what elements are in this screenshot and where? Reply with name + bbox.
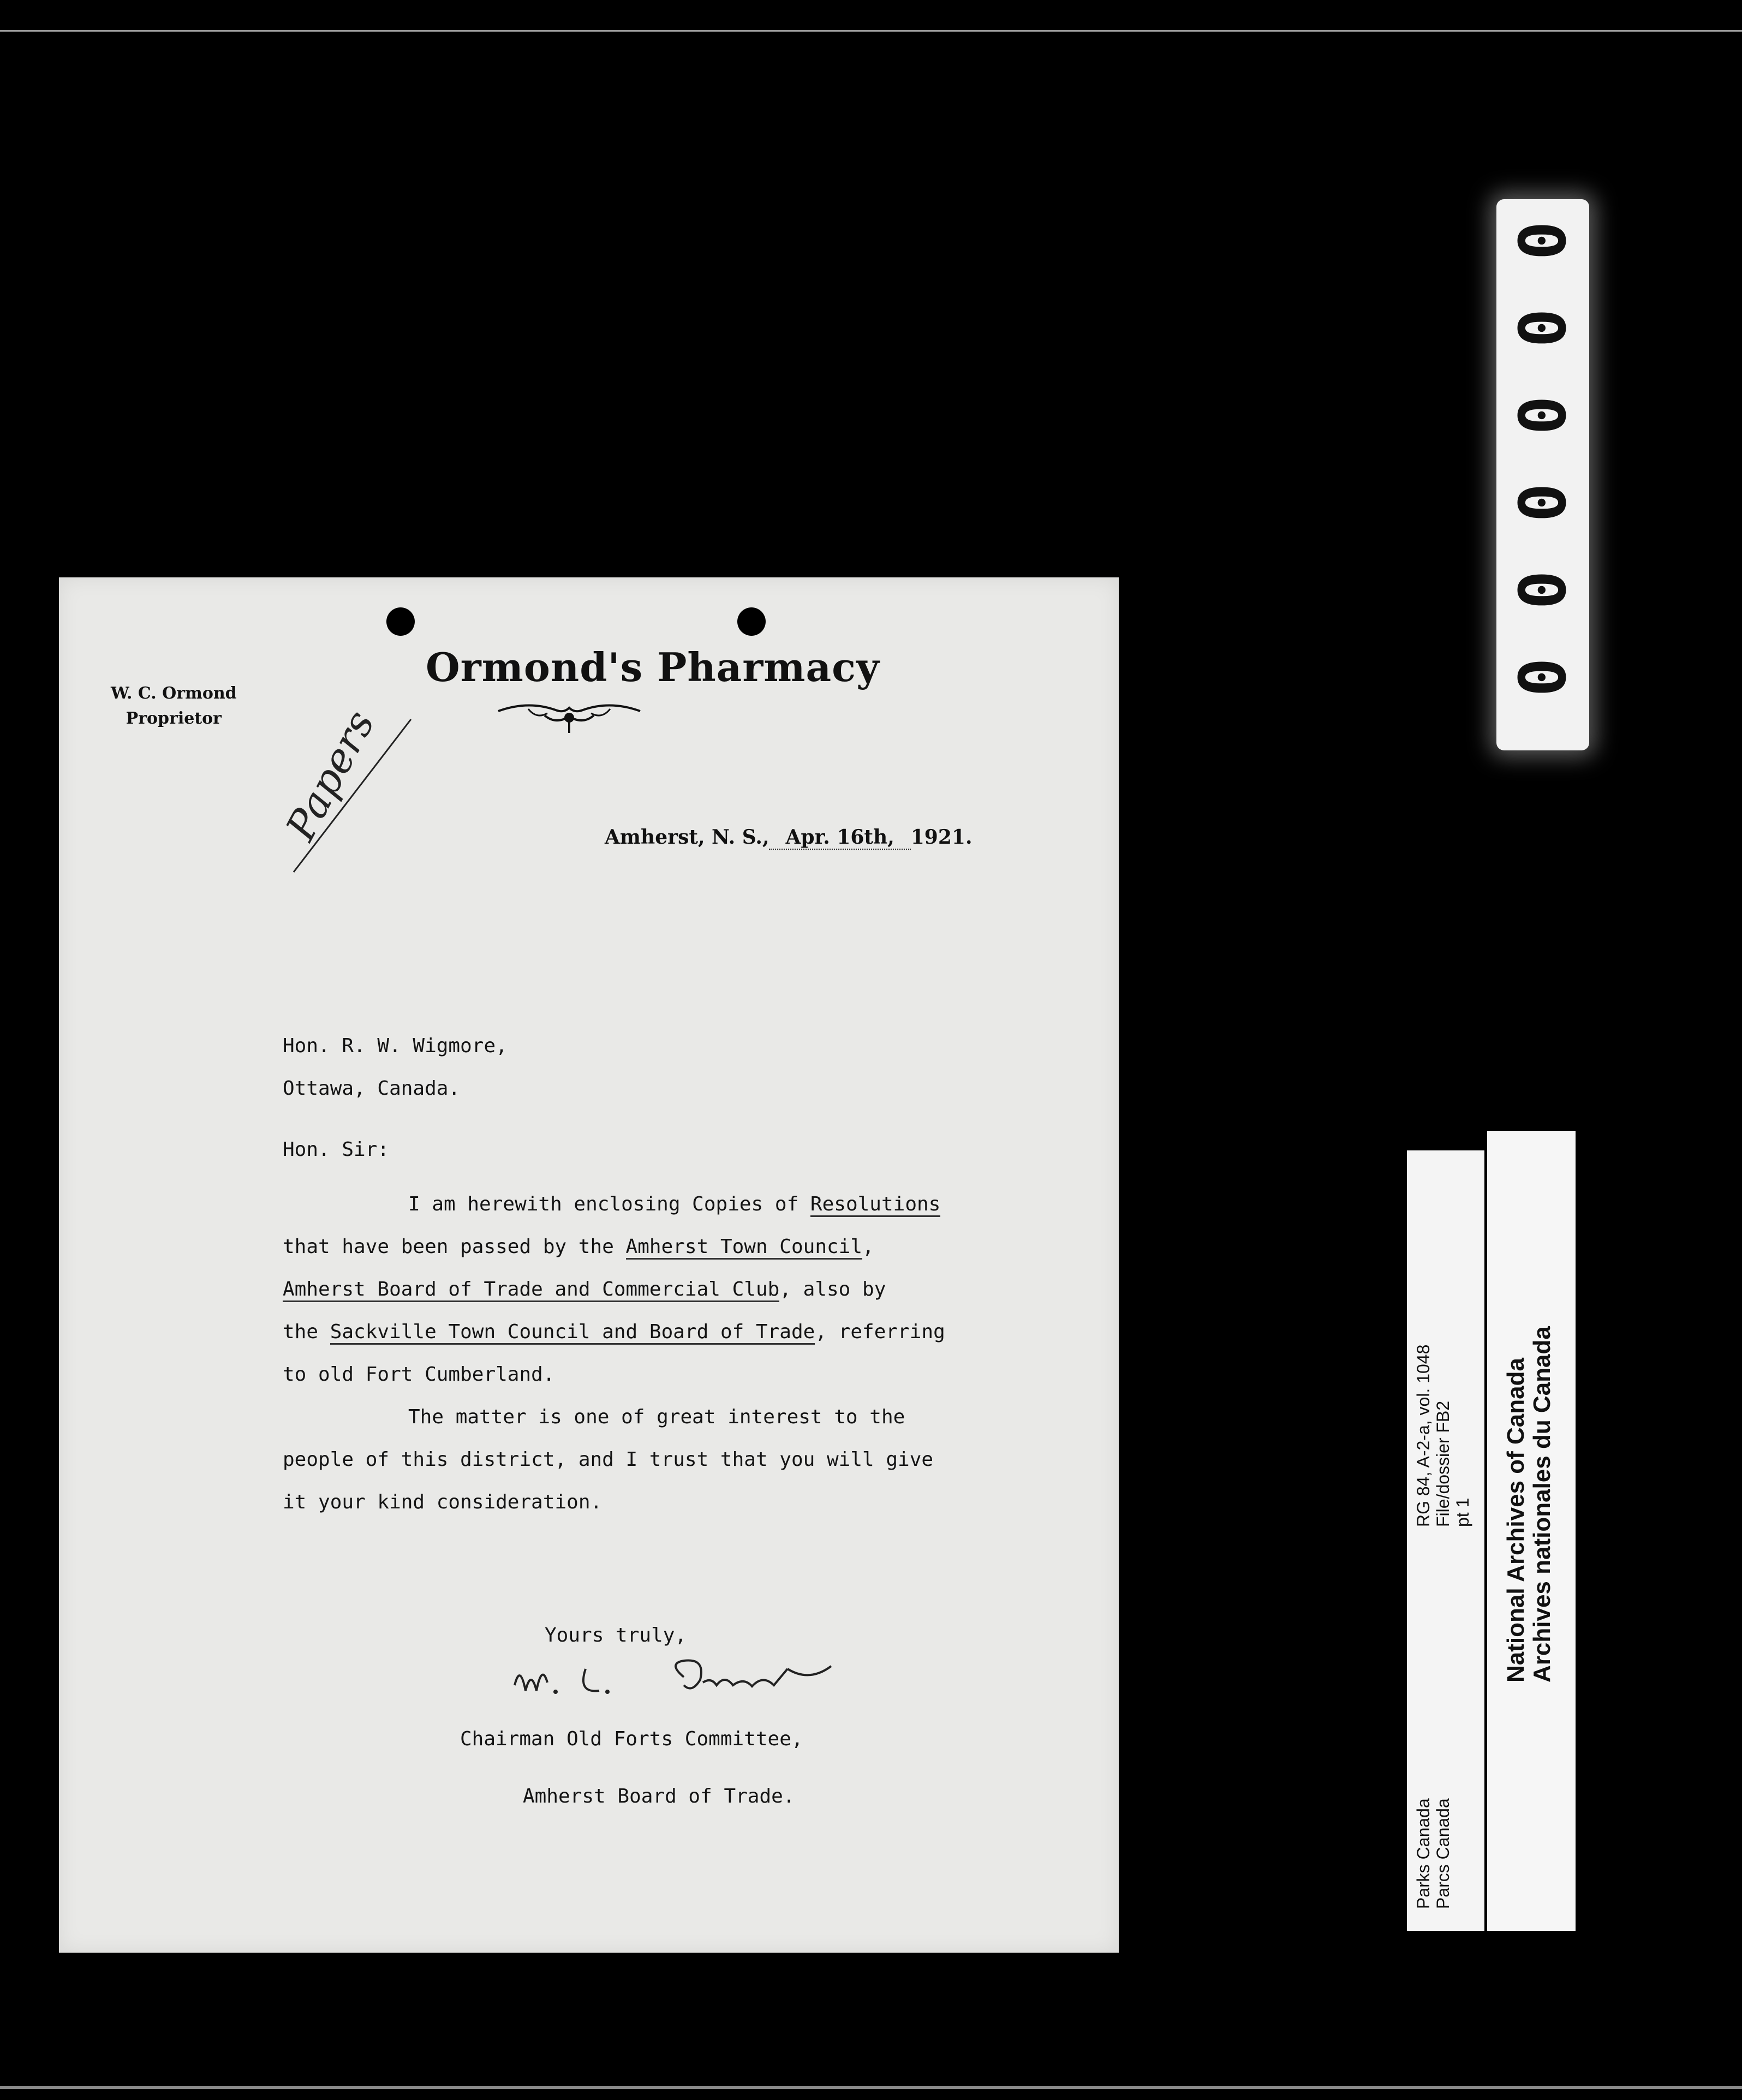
dateline-year: 1921. — [910, 826, 973, 849]
film-edge-top — [0, 30, 1742, 32]
dateline-place: Amherst, N. S., — [605, 826, 769, 849]
closing: Yours truly, — [545, 1624, 687, 1646]
paragraph-1-line-2 — [283, 1226, 874, 1268]
text-run: that have been passed by the — [283, 1236, 626, 1258]
paragraph-2-line-1: The matter is one of great interest to the — [408, 1406, 905, 1428]
paragraph-2-line-2: people of this district, and I trust that you will give — [283, 1448, 934, 1471]
punch-hole-left — [386, 607, 415, 636]
signer-title: Chairman Old Forts Committee, — [460, 1728, 803, 1750]
underlined-text: Sackville Town Council and Board of Trade — [330, 1321, 815, 1345]
proprietor-block — [111, 681, 237, 731]
counter-digit: 0 — [1505, 396, 1580, 435]
counter-digit: 0 — [1505, 221, 1580, 260]
text-run: , also by — [779, 1278, 886, 1300]
underlined-text: Resolutions — [810, 1193, 940, 1217]
reference-line-1: RG 84, A-2-a, vol. 1048 — [1413, 1344, 1433, 1527]
paragraph-2-line-3: it your kind consideration. — [283, 1491, 602, 1513]
text-run: , referring — [815, 1321, 945, 1343]
agency-english: Parks Canada — [1413, 1798, 1433, 1909]
proprietor-title: Proprietor — [126, 709, 222, 728]
reference-line-3: pt 1 — [1453, 1498, 1472, 1527]
underlined-text: Amherst Town Council — [626, 1236, 862, 1260]
letterhead-ornament-icon — [496, 695, 643, 738]
recipient-city: Ottawa, Canada. — [283, 1077, 461, 1100]
paragraph-1-line-4 — [283, 1311, 945, 1353]
handwritten-signature — [504, 1652, 886, 1713]
counter-digit: 0 — [1505, 308, 1580, 348]
archival-reference-label — [1407, 1150, 1484, 1931]
paragraph-1-line-5: to old Fort Cumberland. — [283, 1363, 555, 1386]
underlined-text: Amherst Board of Trade and Commercial Club — [283, 1278, 779, 1302]
frame-counter — [1496, 199, 1589, 750]
archives-french: Archives nationales du Canada — [1529, 1326, 1555, 1683]
signer-organization: Amherst Board of Trade. — [523, 1785, 795, 1807]
paragraph-1-line-1 — [408, 1183, 940, 1226]
handwritten-note: Papers — [277, 703, 384, 848]
agency-french: Parcs Canada — [1433, 1798, 1453, 1909]
letterhead-title: Ormond's Pharmacy — [426, 644, 880, 690]
salutation: Hon. Sir: — [283, 1138, 390, 1161]
proprietor-name: W. C. Ormond — [111, 684, 237, 703]
letter-sheet — [59, 577, 1119, 1953]
counter-digit: 0 — [1505, 570, 1580, 610]
pencil-stroke-icon — [288, 714, 419, 878]
reference-line-2: File/dossier FB2 — [1433, 1400, 1453, 1527]
archives-label — [1487, 1131, 1576, 1931]
dateline-date: Apr. 16th, — [769, 826, 910, 850]
punch-hole-right — [737, 607, 766, 636]
archives-english: National Archives of Canada — [1502, 1358, 1529, 1683]
text-run: the — [283, 1321, 330, 1343]
paragraph-1-line-3 — [283, 1268, 886, 1311]
text-run: , — [862, 1236, 874, 1258]
counter-digit: 0 — [1505, 483, 1580, 522]
film-edge-bottom — [0, 2086, 1742, 2089]
dateline — [605, 826, 972, 850]
text-run: I am herewith enclosing Copies of — [408, 1193, 810, 1215]
recipient-name: Hon. R. W. Wigmore, — [283, 1035, 508, 1057]
counter-digit: 0 — [1505, 658, 1580, 697]
